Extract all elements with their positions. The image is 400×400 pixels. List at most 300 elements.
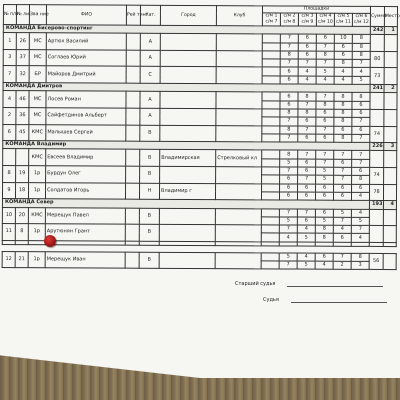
score-cell: 7 xyxy=(333,217,351,225)
score-cell: 8 xyxy=(280,109,298,117)
score-cell: 7 xyxy=(298,59,316,67)
score-cell: 6 xyxy=(298,184,316,192)
score-empty xyxy=(262,109,280,117)
score-cell: 2 xyxy=(333,261,351,269)
score-cell: 7 xyxy=(316,93,334,101)
score-cell: 8 xyxy=(334,134,352,142)
score-cell: 5 xyxy=(316,167,334,175)
score-cell: 7 xyxy=(352,118,370,126)
player-club xyxy=(216,109,262,126)
score-empty xyxy=(262,76,280,84)
header-sum: Сумма xyxy=(370,6,384,26)
player-place xyxy=(384,168,397,185)
results-table xyxy=(2,4,398,247)
score-cell: 7 xyxy=(280,167,298,175)
player-rank: КМС xyxy=(28,207,45,224)
player-place xyxy=(383,253,396,270)
player-rating xyxy=(126,50,140,67)
player-sum: 74 xyxy=(370,167,384,184)
player-lane: 8 xyxy=(15,224,28,241)
header-city: Город xyxy=(160,5,216,25)
player-num: 2 xyxy=(3,107,16,124)
player-num: 10 xyxy=(2,207,15,224)
player-name: Арутюнян Грант xyxy=(45,224,125,241)
player-row xyxy=(3,182,397,192)
player-row xyxy=(3,149,397,159)
score-cell: 6 xyxy=(298,34,316,42)
player-rating xyxy=(126,150,140,167)
player-name: Соглаев Юрий xyxy=(46,50,126,67)
score-cell: 8 xyxy=(334,117,352,125)
player-num: 11 xyxy=(2,224,15,241)
player-category: А xyxy=(140,50,160,67)
team-total: 226 xyxy=(370,143,384,151)
empty-cell xyxy=(315,242,333,246)
player-sum xyxy=(370,151,384,168)
score-cell: 6 xyxy=(352,184,370,192)
team-place: 3 xyxy=(384,143,397,151)
empty-cell xyxy=(383,242,396,246)
player-place xyxy=(384,151,397,168)
player-row xyxy=(3,166,397,176)
score-cell: 4 xyxy=(315,261,333,269)
player-num: 1 xyxy=(3,33,16,50)
player-category: В xyxy=(139,224,159,241)
team-name: КОМАНДА Север xyxy=(2,199,369,209)
player-club xyxy=(215,183,261,200)
chief-judge-line xyxy=(235,281,387,297)
player-city xyxy=(160,125,216,142)
score-cell: 7 xyxy=(279,261,297,269)
score-cell: 6 xyxy=(334,51,352,59)
player-lane xyxy=(16,149,29,166)
score-cell: 6 xyxy=(352,101,370,109)
player-lane: 45 xyxy=(16,124,29,141)
player-rank: 1р xyxy=(28,251,45,268)
score-cell: 6 xyxy=(280,76,298,84)
player-rating xyxy=(125,252,139,269)
score-cell: 10 xyxy=(334,35,352,43)
empty-cell xyxy=(279,242,297,246)
score-empty xyxy=(261,253,279,261)
player-row xyxy=(3,49,397,59)
score-cell: 8 xyxy=(352,43,370,51)
score-cell: 6 xyxy=(279,192,297,200)
score-cell: 8 xyxy=(351,253,369,261)
score-cell: 8 xyxy=(334,59,352,67)
score-cell: 6 xyxy=(316,34,334,42)
score-cell: 6 xyxy=(298,159,316,167)
score-empty xyxy=(262,51,280,59)
score-cell: 5 xyxy=(280,159,298,167)
score-cell: 8 xyxy=(280,51,298,59)
player-sum xyxy=(369,209,383,226)
player-club xyxy=(216,34,262,51)
team-place: 1 xyxy=(384,26,397,34)
score-empty xyxy=(262,67,280,75)
player-city xyxy=(160,108,216,125)
score-cell: 5 xyxy=(297,233,315,241)
score-cell: 7 xyxy=(280,59,298,67)
player-row xyxy=(3,33,397,43)
empty-cell xyxy=(15,240,28,244)
player-city xyxy=(160,50,216,67)
score-cell: 6 xyxy=(298,43,316,51)
player-club xyxy=(216,125,262,142)
score-cell: 6 xyxy=(334,126,352,134)
extra-table xyxy=(2,251,397,271)
score-cell: 6 xyxy=(280,175,298,183)
score-cell: 6 xyxy=(298,167,316,175)
player-name: Мерещук Иван xyxy=(45,251,125,268)
header-rating: Рей тинг xyxy=(126,5,140,25)
score-cell: 8 xyxy=(334,93,352,101)
player-lane: 46 xyxy=(16,91,29,108)
score-cell: 4 xyxy=(334,76,352,84)
team-place: 2 xyxy=(384,85,397,93)
score-cell: 6 xyxy=(280,101,298,109)
player-row xyxy=(2,251,396,261)
score-empty xyxy=(261,217,279,225)
player-place xyxy=(384,184,397,201)
player-rank: МС xyxy=(29,91,46,108)
player-category: А xyxy=(140,108,160,125)
score-cell: 8 xyxy=(280,126,298,134)
score-cell: 6 xyxy=(298,134,316,142)
player-category: С xyxy=(140,67,160,84)
score-cell: 8 xyxy=(352,35,370,43)
player-club xyxy=(215,208,261,225)
score-cell: 6 xyxy=(315,209,333,217)
score-cell: 7 xyxy=(298,150,316,158)
player-category: А xyxy=(140,34,160,51)
score-cell: 6 xyxy=(297,192,315,200)
empty-cell xyxy=(2,240,15,244)
score-empty xyxy=(262,34,280,42)
team-name: КОМАНДА Дмитров xyxy=(3,83,370,93)
player-num: 12 xyxy=(2,251,15,268)
score-cell: 4 xyxy=(298,76,316,84)
player-place xyxy=(383,226,396,243)
score-cell: 7 xyxy=(280,134,298,142)
player-sum xyxy=(370,35,384,52)
player-lane: 21 xyxy=(15,251,28,268)
player-city xyxy=(160,166,216,183)
score-empty xyxy=(261,233,279,241)
results-body xyxy=(2,25,397,247)
player-city xyxy=(159,208,215,225)
score-cell: 6 xyxy=(334,184,352,192)
player-rank: МС xyxy=(29,33,46,50)
player-row xyxy=(3,124,397,134)
player-category: В xyxy=(139,208,159,225)
score-cell: 7 xyxy=(297,209,315,217)
score-cell: 6 xyxy=(333,234,351,242)
player-rank: МС xyxy=(29,50,46,67)
score-cell: 8 xyxy=(334,109,352,117)
score-empty xyxy=(262,167,280,175)
score-cell: 6 xyxy=(352,109,370,117)
player-lane: 18 xyxy=(15,182,28,199)
score-cell: 4 xyxy=(298,68,316,76)
player-category: А xyxy=(140,92,160,109)
player-category: В xyxy=(140,150,160,167)
score-cell: 6 xyxy=(352,167,370,175)
score-cell: 8 xyxy=(315,234,333,242)
player-lane: 20 xyxy=(15,207,28,224)
header-area-2: с/м 2 с/м 8 xyxy=(280,13,298,26)
score-cell: 7 xyxy=(316,59,334,67)
score-cell: 7 xyxy=(352,151,370,159)
score-cell: 6 xyxy=(316,134,334,142)
score-cell: 7 xyxy=(280,34,298,42)
score-empty xyxy=(261,208,279,216)
score-empty xyxy=(262,159,280,167)
player-club xyxy=(215,252,261,269)
header-lane: № ли. xyxy=(16,5,29,25)
score-cell: 6 xyxy=(333,192,351,200)
score-cell: 7 xyxy=(298,175,316,183)
score-empty xyxy=(262,175,280,183)
score-cell: 5 xyxy=(316,175,334,183)
player-lane: 32 xyxy=(16,66,29,83)
player-place xyxy=(384,51,397,68)
score-cell: 4 xyxy=(316,76,334,84)
header-area-6: с/м 6 с/м 12 xyxy=(353,13,369,25)
score-cell: 6 xyxy=(316,117,334,125)
player-num: 9 xyxy=(2,182,15,199)
player-city xyxy=(159,224,215,241)
header-areas: Площадки xyxy=(262,6,370,14)
score-cell: 4 xyxy=(297,253,315,261)
team-name: КОМАНДА Владимир xyxy=(3,141,370,151)
player-rank: БР xyxy=(29,66,46,83)
player-name: Малышев Сергей xyxy=(46,124,126,141)
player-place xyxy=(384,68,397,85)
score-empty xyxy=(262,125,280,133)
player-category: В xyxy=(139,252,159,269)
player-name: Майоров Дмитрий xyxy=(46,66,126,83)
score-cell: 7 xyxy=(316,43,334,51)
judge-label: Судья xyxy=(263,297,279,303)
player-name: Солдатов Игорь xyxy=(45,182,125,199)
player-place xyxy=(384,109,397,126)
score-cell: 4 xyxy=(351,209,369,217)
player-rank: МС xyxy=(29,108,46,125)
player-name: Мерещук Павел xyxy=(45,207,125,224)
player-club xyxy=(216,51,262,68)
push-pin-icon xyxy=(44,235,56,247)
player-category: В xyxy=(140,125,160,142)
player-row xyxy=(3,107,397,117)
score-cell: 4 xyxy=(297,225,315,233)
player-rank: КМС xyxy=(29,149,46,166)
empty-cell xyxy=(297,242,315,246)
player-place xyxy=(384,35,397,52)
player-club xyxy=(216,67,262,84)
empty-cell xyxy=(139,241,159,245)
score-cell: 8 xyxy=(352,51,370,59)
player-club xyxy=(216,92,262,109)
player-rating xyxy=(126,166,140,183)
score-empty xyxy=(261,261,279,269)
header-area-4: с/м 4 с/м 10 xyxy=(317,13,333,25)
score-cell: 7 xyxy=(352,60,370,68)
empty-cell xyxy=(369,242,383,246)
header-rank: Зва ние xyxy=(29,5,46,25)
score-cell: 5 xyxy=(297,261,315,269)
score-cell: 7 xyxy=(279,208,297,216)
score-cell: 5 xyxy=(316,68,334,76)
player-rating xyxy=(126,33,140,50)
player-rating xyxy=(126,92,140,109)
player-city xyxy=(160,67,216,84)
score-cell: 6 xyxy=(316,184,334,192)
player-name: Артюх Василий xyxy=(46,33,126,50)
player-place xyxy=(384,126,397,143)
player-city xyxy=(160,34,216,51)
chief-judge-label: Старший судья xyxy=(235,281,276,287)
player-rank: КМС xyxy=(29,124,46,141)
player-club: Стрелковый кл xyxy=(216,150,262,167)
player-name: Евсеев Владимир xyxy=(46,149,126,166)
player-sum: 56 xyxy=(369,253,383,270)
score-cell: 6 xyxy=(352,126,370,134)
score-cell: 7 xyxy=(334,151,352,159)
player-rating xyxy=(126,125,140,142)
player-lane: 19 xyxy=(16,166,29,183)
player-city: Владимир г xyxy=(159,183,215,200)
player-rating xyxy=(125,208,139,225)
score-cell: 6 xyxy=(280,92,298,100)
player-rank: 1р xyxy=(28,182,45,199)
header-area-1: с/м 1 с/м 7 xyxy=(262,13,280,26)
player-sum: 78 xyxy=(370,184,384,201)
score-cell: 7 xyxy=(333,253,351,261)
score-cell: 7 xyxy=(316,151,334,159)
score-empty xyxy=(262,183,280,191)
player-lane: 26 xyxy=(16,33,29,50)
player-club xyxy=(216,167,262,184)
score-cell: 6 xyxy=(298,51,316,59)
score-cell: 4 xyxy=(333,225,351,233)
player-name: Бурдун Олег xyxy=(46,166,126,183)
extra-body xyxy=(2,251,396,270)
score-cell: 4 xyxy=(352,68,370,76)
team-total: 241 xyxy=(370,85,384,93)
score-cell: 6 xyxy=(315,192,333,200)
player-sum xyxy=(369,226,383,243)
score-cell: 7 xyxy=(298,126,316,134)
score-cell: 6 xyxy=(280,67,298,75)
player-sum: 80 xyxy=(370,51,384,68)
score-cell: 8 xyxy=(334,101,352,109)
header-place: Место xyxy=(384,6,397,26)
score-cell: 8 xyxy=(315,225,333,233)
score-cell: 6 xyxy=(280,184,298,192)
player-club xyxy=(215,225,261,242)
score-cell: 7 xyxy=(316,159,334,167)
player-sum xyxy=(370,93,384,110)
empty-cell xyxy=(28,240,45,244)
score-cell: 7 xyxy=(279,225,297,233)
score-cell: 8 xyxy=(352,176,370,184)
score-cell: 5 xyxy=(352,76,370,84)
player-sum xyxy=(370,109,384,126)
player-rating xyxy=(125,183,139,200)
score-cell: 8 xyxy=(352,93,370,101)
header-area-5: с/м 5 с/м 11 xyxy=(335,13,351,25)
score-empty xyxy=(262,42,280,50)
score-empty xyxy=(261,225,279,233)
score-cell: 7 xyxy=(352,134,370,142)
player-city xyxy=(159,252,215,269)
player-rating xyxy=(126,67,140,84)
score-cell: 7 xyxy=(352,159,370,167)
player-category: Н xyxy=(139,183,159,200)
score-cell: 5 xyxy=(279,217,297,225)
score-empty xyxy=(262,59,280,67)
header-category: Кат. xyxy=(140,5,160,25)
score-empty xyxy=(262,117,280,125)
player-rank: 1р xyxy=(29,166,46,183)
player-name: Сайфетдинов Альберт xyxy=(46,108,126,125)
player-category: В xyxy=(140,166,160,183)
results-protocol xyxy=(2,4,400,270)
score-cell: 7 xyxy=(334,176,352,184)
score-cell: 7 xyxy=(280,117,298,125)
score-cell: 5 xyxy=(351,217,369,225)
score-empty xyxy=(262,101,280,109)
team-total: 193 xyxy=(369,201,383,209)
score-cell: 6 xyxy=(316,109,334,117)
score-cell: 7 xyxy=(351,225,369,233)
player-city xyxy=(160,92,216,109)
player-lane: 36 xyxy=(16,108,29,125)
player-sum: 74 xyxy=(370,126,384,143)
player-row xyxy=(3,66,397,76)
player-num xyxy=(3,149,16,166)
score-cell: 7 xyxy=(298,101,316,109)
player-lane: 37 xyxy=(16,49,29,66)
score-empty xyxy=(262,150,280,158)
score-cell: 4 xyxy=(334,68,352,76)
player-num: 3 xyxy=(3,49,16,66)
score-cell: 4 xyxy=(351,192,369,200)
score-empty xyxy=(261,192,279,200)
header-row xyxy=(3,5,397,14)
score-cell: 8 xyxy=(298,92,316,100)
player-row xyxy=(2,207,396,217)
score-cell: 5 xyxy=(333,209,351,217)
player-num: 8 xyxy=(3,166,16,183)
score-cell: 4 xyxy=(279,233,297,241)
score-cell: 4 xyxy=(351,234,369,242)
player-num: 4 xyxy=(3,91,16,108)
header-name: ФИО xyxy=(46,5,126,25)
score-cell: 8 xyxy=(280,150,298,158)
player-num: 6 xyxy=(3,124,16,141)
empty-cell xyxy=(351,242,369,246)
player-row xyxy=(2,224,396,234)
header-club: Клуб xyxy=(216,6,262,26)
player-rating xyxy=(126,108,140,125)
empty-cell xyxy=(333,242,351,246)
player-row xyxy=(3,91,397,101)
score-empty xyxy=(262,134,280,142)
score-cell: 7 xyxy=(316,126,334,134)
score-cell: 6 xyxy=(334,43,352,51)
